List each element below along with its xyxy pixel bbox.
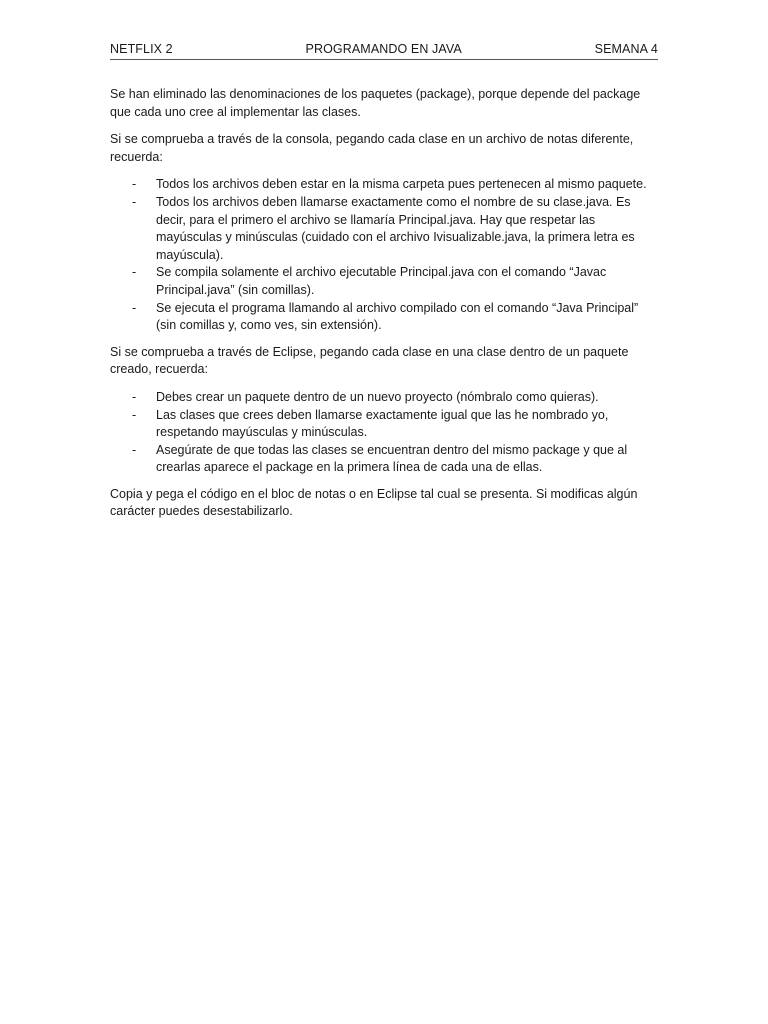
- bullet-dash: -: [132, 407, 137, 422]
- eclipse-list: [110, 389, 658, 477]
- paragraph-eclipse: Si se comprueba a través de Eclipse, pegando cada clase en una clase dentro de un paquete creado, recuerda:: [110, 344, 629, 377]
- paragraph-copy: Copia y pega el código en el bloc de notas o en Eclipse tal cual se presenta. Si modificas algún carácter puedes desestabilizarlo.: [110, 486, 638, 519]
- list-item: [110, 300, 658, 335]
- header-center: PROGRAMANDO EN JAVA: [305, 42, 462, 56]
- bullet-dash: -: [132, 389, 137, 404]
- paragraph-intro: Se han eliminado las denominaciones de los paquetes (package), porque depende del package que cada uno cree al implementar las clases.: [110, 87, 641, 119]
- bullet-dash: -: [132, 300, 137, 315]
- list-item: [110, 264, 658, 299]
- list-item-text: Debes crear un paquete dentro de un nuevo proyecto (nómbralo como quieras).: [156, 389, 599, 404]
- list-item-text: Se ejecuta el programa llamando al archivo compilado con el comando “Java Principal” (sin comillas y, como ves, sin extensión).: [156, 300, 639, 333]
- list-item: [110, 407, 658, 442]
- bullet-dash: -: [132, 177, 137, 192]
- bullet-dash: -: [132, 265, 137, 280]
- document-body: [110, 86, 658, 531]
- list-item: [110, 194, 658, 264]
- list-item: [110, 442, 658, 477]
- list-item-text: Las clases que crees deben llamarse exactamente igual que las he nombrado yo, respetando mayúsculas y minúsculas.: [156, 407, 609, 440]
- bullet-dash: -: [132, 442, 137, 457]
- paragraph-console: Si se comprueba a través de la consola, pegando cada clase en un archivo de notas diferente, recuerda:: [110, 132, 634, 164]
- list-item: [110, 176, 658, 194]
- console-list: [110, 176, 658, 334]
- header-left: NETFLIX 2: [110, 42, 173, 56]
- page-header: [110, 42, 658, 60]
- list-item-text: Asegúrate de que todas las clases se encuentran dentro del mismo package y que al crearlas aparece el package en la primera línea de cada una de ellas.: [156, 442, 628, 475]
- list-item-text: Todos los archivos deben estar en la misma carpeta pues pertenecen al mismo paquete.: [156, 177, 647, 192]
- list-item-text: Se compila solamente el archivo ejecutable Principal.java con el comando “Javac Principal.java” (sin comillas).: [156, 265, 607, 297]
- bullet-dash: -: [132, 194, 137, 209]
- list-item: [110, 389, 658, 407]
- list-item-text: Todos los archivos deben llamarse exactamente como el nombre de su clase.java. Es decir, para el primero el archivo se llamaría Principal.java. Hay que respetar las mayúsculas y minúsculas (cuidado con el archivo Ivisualizable.java, la primera letra es mayúscula).: [156, 194, 635, 262]
- header-right: SEMANA 4: [594, 42, 658, 56]
